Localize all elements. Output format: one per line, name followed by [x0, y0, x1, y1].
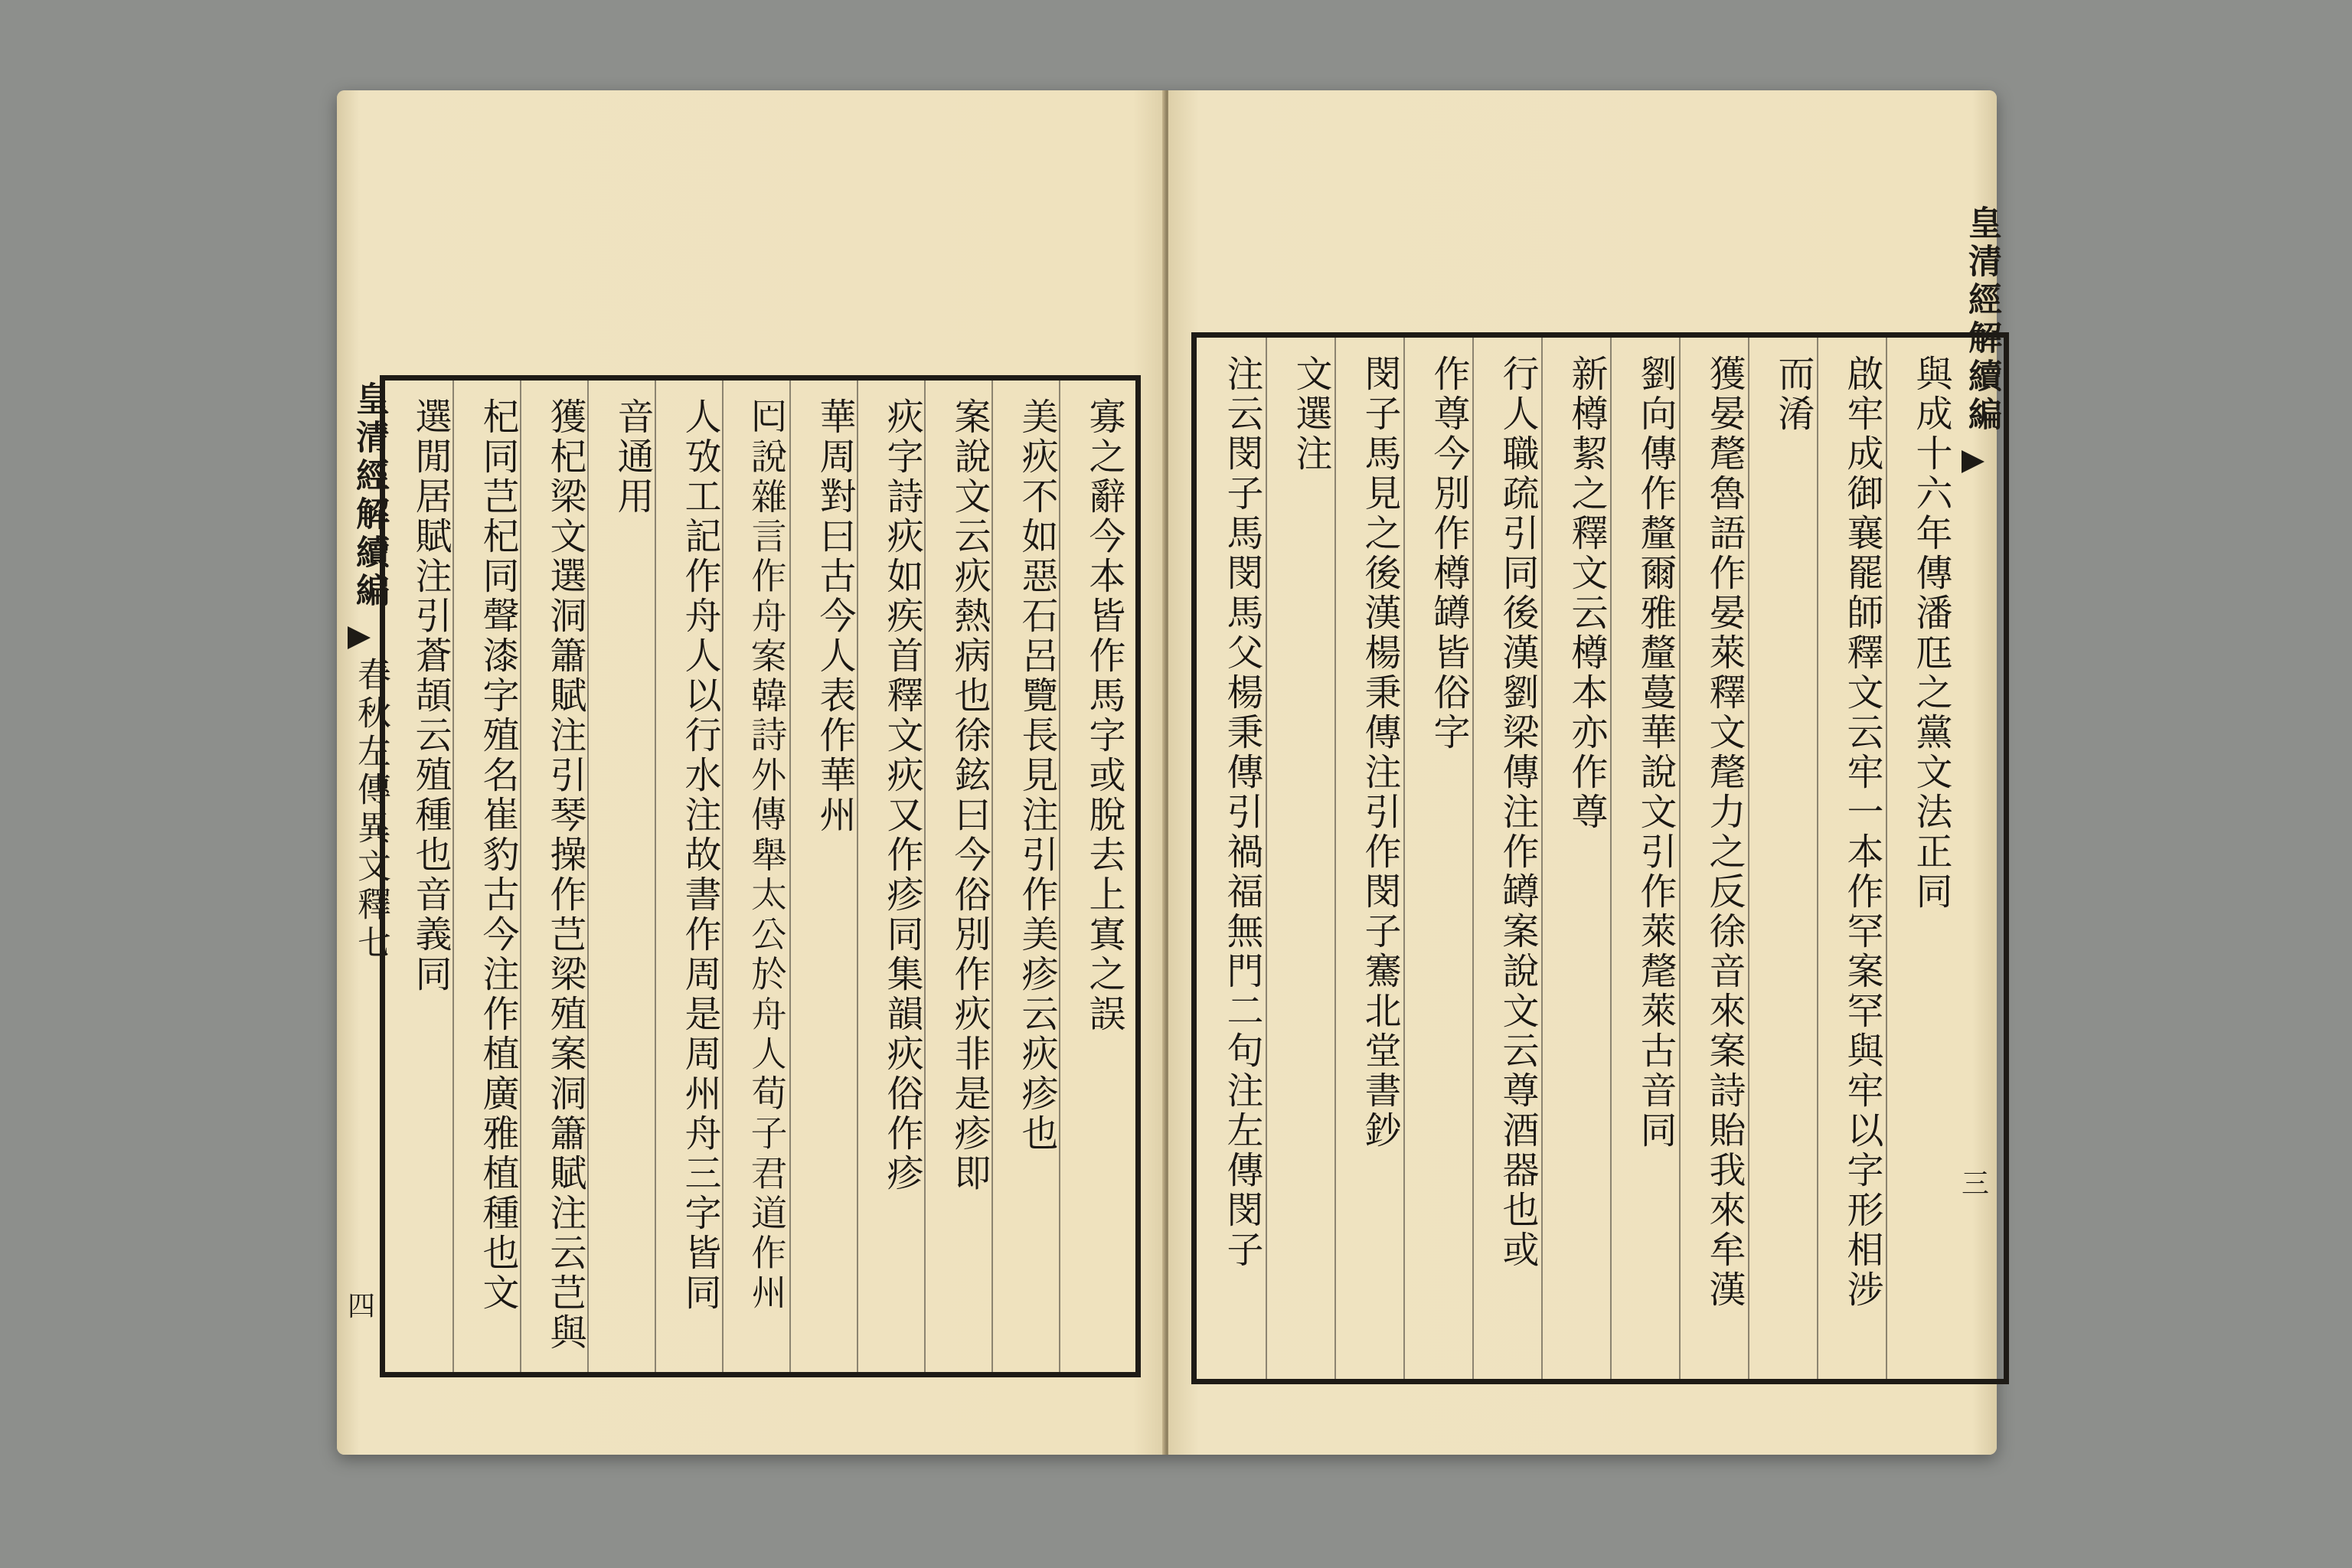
- right-page-number: 三: [1962, 1168, 1990, 1200]
- right-column-5: 劉向傳作釐爾雅釐蔓華說文引作萊氂萊古音同: [1634, 354, 1677, 1151]
- right-column-3: 而淆: [1772, 354, 1815, 434]
- right-column-9: 閔子馬見之後漢楊秉傳注引作閔子騫北堂書鈔: [1358, 354, 1401, 1151]
- fish-tail-mark: [348, 626, 371, 649]
- left-page: [337, 90, 1165, 1455]
- right-column-10: 文選注: [1289, 354, 1332, 474]
- left-page-number: 四: [348, 1291, 376, 1322]
- right-column-6: 新樽絜之釋文云樽本亦作尊: [1565, 354, 1608, 832]
- right-column-11: 注云閔子馬閔馬父楊秉傳引禍福無門二句注左傳閔子: [1220, 354, 1263, 1270]
- left-column-1: 寡之辭今本皆作馬字或脫去上寘之誤: [1083, 397, 1125, 1034]
- right-margin-title: 皇清經解續編: [1962, 205, 2001, 435]
- left-text-frame: [380, 375, 1141, 1377]
- right-column-4: 獲晏氂魯語作晏萊釋文氂力之反徐音來案詩貽我來牟漢: [1703, 354, 1746, 1310]
- left-column-11: 選閒居賦注引蒼頡云殖種也音義同: [409, 397, 452, 995]
- left-column-3: 案說文云疢熱病也徐鉉曰今俗別作疢非是疹即: [948, 397, 991, 1194]
- right-column-1: 與成十六年傳潘尫之黨文法正同: [1909, 354, 1952, 912]
- right-text-frame: [1191, 332, 2009, 1384]
- left-column-6: 𠕃說雜言作舟案韓詩外傳舉太公於舟人荀子君道作州: [746, 397, 789, 1313]
- left-column-9: 獲杞梁文選洞簫賦注引琴操作芑梁殖案洞簫賦注云芑與: [544, 397, 586, 1353]
- open-book: [337, 90, 2001, 1455]
- left-column-4: 疢字詩疢如疾首釋文疢又作疹同集韻疢俗作疹: [880, 397, 923, 1194]
- right-column-8: 作尊今別作樽罇皆俗字: [1427, 354, 1470, 753]
- right-column-7: 行人職疏引同後漢劉梁傳注作罇案說文云尊酒器也或: [1496, 354, 1539, 1270]
- left-column-10: 杞同芑杞同聲漆字殖名崔豹古今注作植廣雅植種也文: [476, 397, 519, 1313]
- left-column-7: 人攷工記作舟人以行水注故書作周是周州舟三字皆同: [678, 397, 721, 1313]
- left-column-5: 華周對曰古今人表作華州: [813, 397, 856, 835]
- left-margin-subtitle: 春秋左傳異文釋七: [351, 657, 390, 963]
- left-margin-title: 皇清經解續編: [350, 381, 389, 611]
- left-column-2: 美疢不如惡石呂覽長見注引作美疹云疢疹也: [1015, 397, 1058, 1154]
- right-column-2: 啟牢成御襄罷師釋文云牢一本作罕案罕與牢以字形相涉: [1841, 354, 1883, 1310]
- right-page: [1168, 90, 2001, 1455]
- left-column-8: 音通用: [611, 397, 654, 517]
